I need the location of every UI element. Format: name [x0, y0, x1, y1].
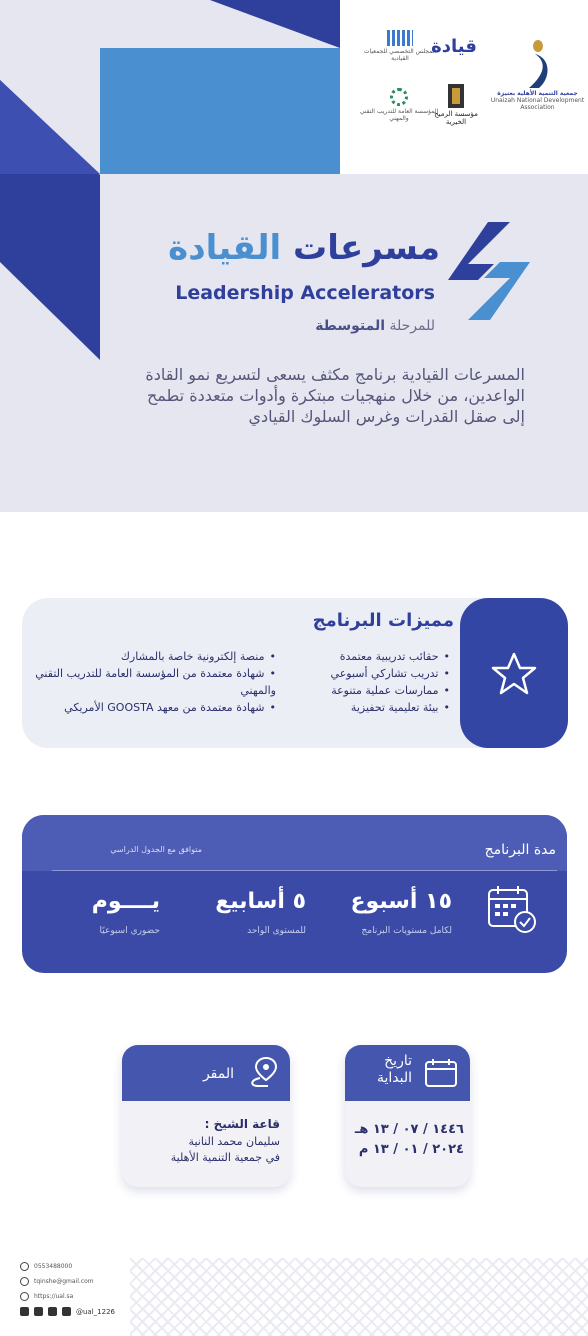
star-icon [491, 651, 537, 695]
stage-label: للمرحلة المتوسطة [315, 318, 435, 334]
list-item: • تدريب تشاركي أسبوعي [278, 665, 450, 682]
duration-weeks-total: ١٥ أسبوع [350, 889, 452, 914]
list-item: • شهادة معتمدة من المؤسسة العامة للتدريب التقني والمهني [26, 665, 276, 699]
list-item: • ممارسات عملية متنوعة [278, 682, 450, 699]
venue-name: سليمان محمد النانية [188, 1135, 280, 1148]
at-icon [20, 1277, 29, 1286]
features-list-left [26, 648, 276, 716]
calendar-check-icon [486, 884, 538, 936]
footer-pattern [130, 1258, 588, 1336]
duration-weeks-total-sub: لكامل مستويات البرنامج [361, 926, 452, 936]
start-date-hijri: ١٤٤٦ / ٠٧ / ١٣ هـ [354, 1122, 464, 1137]
duration-day: يــــوم [91, 889, 160, 914]
duration-day-sub: حضوري اسبوعيًا [99, 926, 160, 936]
start-date-gregorian: ٢٠٢٤ / ٠١ / ١٣ م [358, 1142, 464, 1157]
youtube-icon[interactable] [62, 1307, 71, 1316]
footer-email[interactable]: tqinshe@gmail.com [20, 1277, 94, 1286]
program-title-en: Leadership Accelerators [175, 282, 435, 304]
accelerator-logo-icon [448, 222, 530, 320]
footer-phone: 0553488000 [20, 1262, 72, 1271]
logos-panel [340, 0, 588, 174]
footer-social [20, 1307, 115, 1316]
list-item: • منصة إلكترونية خاصة بالمشارك [26, 648, 276, 665]
calendar-icon [424, 1058, 458, 1088]
program-title: مسرعات القيادة [168, 228, 440, 268]
venue-title: المقر [202, 1066, 234, 1082]
duration-title: مدة البرنامج [484, 842, 556, 858]
divider [52, 870, 557, 871]
x-icon[interactable] [20, 1307, 29, 1316]
council-logo: المجلس التخصصي للجمعيات القيادية [360, 30, 440, 62]
instagram-icon[interactable] [34, 1307, 43, 1316]
list-item: • شهادة معتمدة من معهد GOOSTA الأمريكي [26, 699, 276, 716]
qiyada-logo: قيادة [431, 36, 477, 57]
venue-location: في جمعية التنمية الأهلية [170, 1151, 280, 1164]
features-title: مميزات البرنامج [312, 610, 454, 631]
training-corp-logo: المؤسسة العامة للتدريب التقني والمهني [358, 88, 440, 122]
duration-weeks-level-sub: للمستوى الواحد [247, 926, 306, 936]
list-item: • حقائب تدريبية معتمدة [278, 648, 450, 665]
list-item: • بيئة تعليمية تحفيزية [278, 699, 450, 716]
social-handle: @ual_1226 [76, 1307, 115, 1316]
location-pin-icon [244, 1054, 280, 1090]
start-date-title: تاريخ البداية [376, 1053, 412, 1086]
association-logo: جمعية التنمية الأهلية بعنيزة Unaizah National Development Association [490, 38, 585, 112]
features-list-right [278, 648, 450, 716]
program-description: المسرعات القيادية برنامج مكثف يسعى لتسريع نمو القادة الواعدين، من خلال منهجيات مبتكرة وأدوات متعددة تطمح إلى صقل القدرات وغرس السلوك القيادي [145, 365, 525, 426]
features-icon-tile [460, 598, 568, 748]
duration-note: متوافق مع الجدول الدراسي [110, 845, 202, 854]
snapchat-icon[interactable] [48, 1307, 57, 1316]
duration-weeks-level: ٥ أسابيع [215, 889, 306, 914]
foundation-logo: مؤسسة الرميح الخيرية [424, 84, 488, 127]
footer-website[interactable]: https://ual.sa [20, 1292, 73, 1301]
globe-icon [20, 1292, 29, 1301]
venue-hall: قاعة الشيخ : [204, 1117, 280, 1131]
whatsapp-icon [20, 1262, 29, 1271]
